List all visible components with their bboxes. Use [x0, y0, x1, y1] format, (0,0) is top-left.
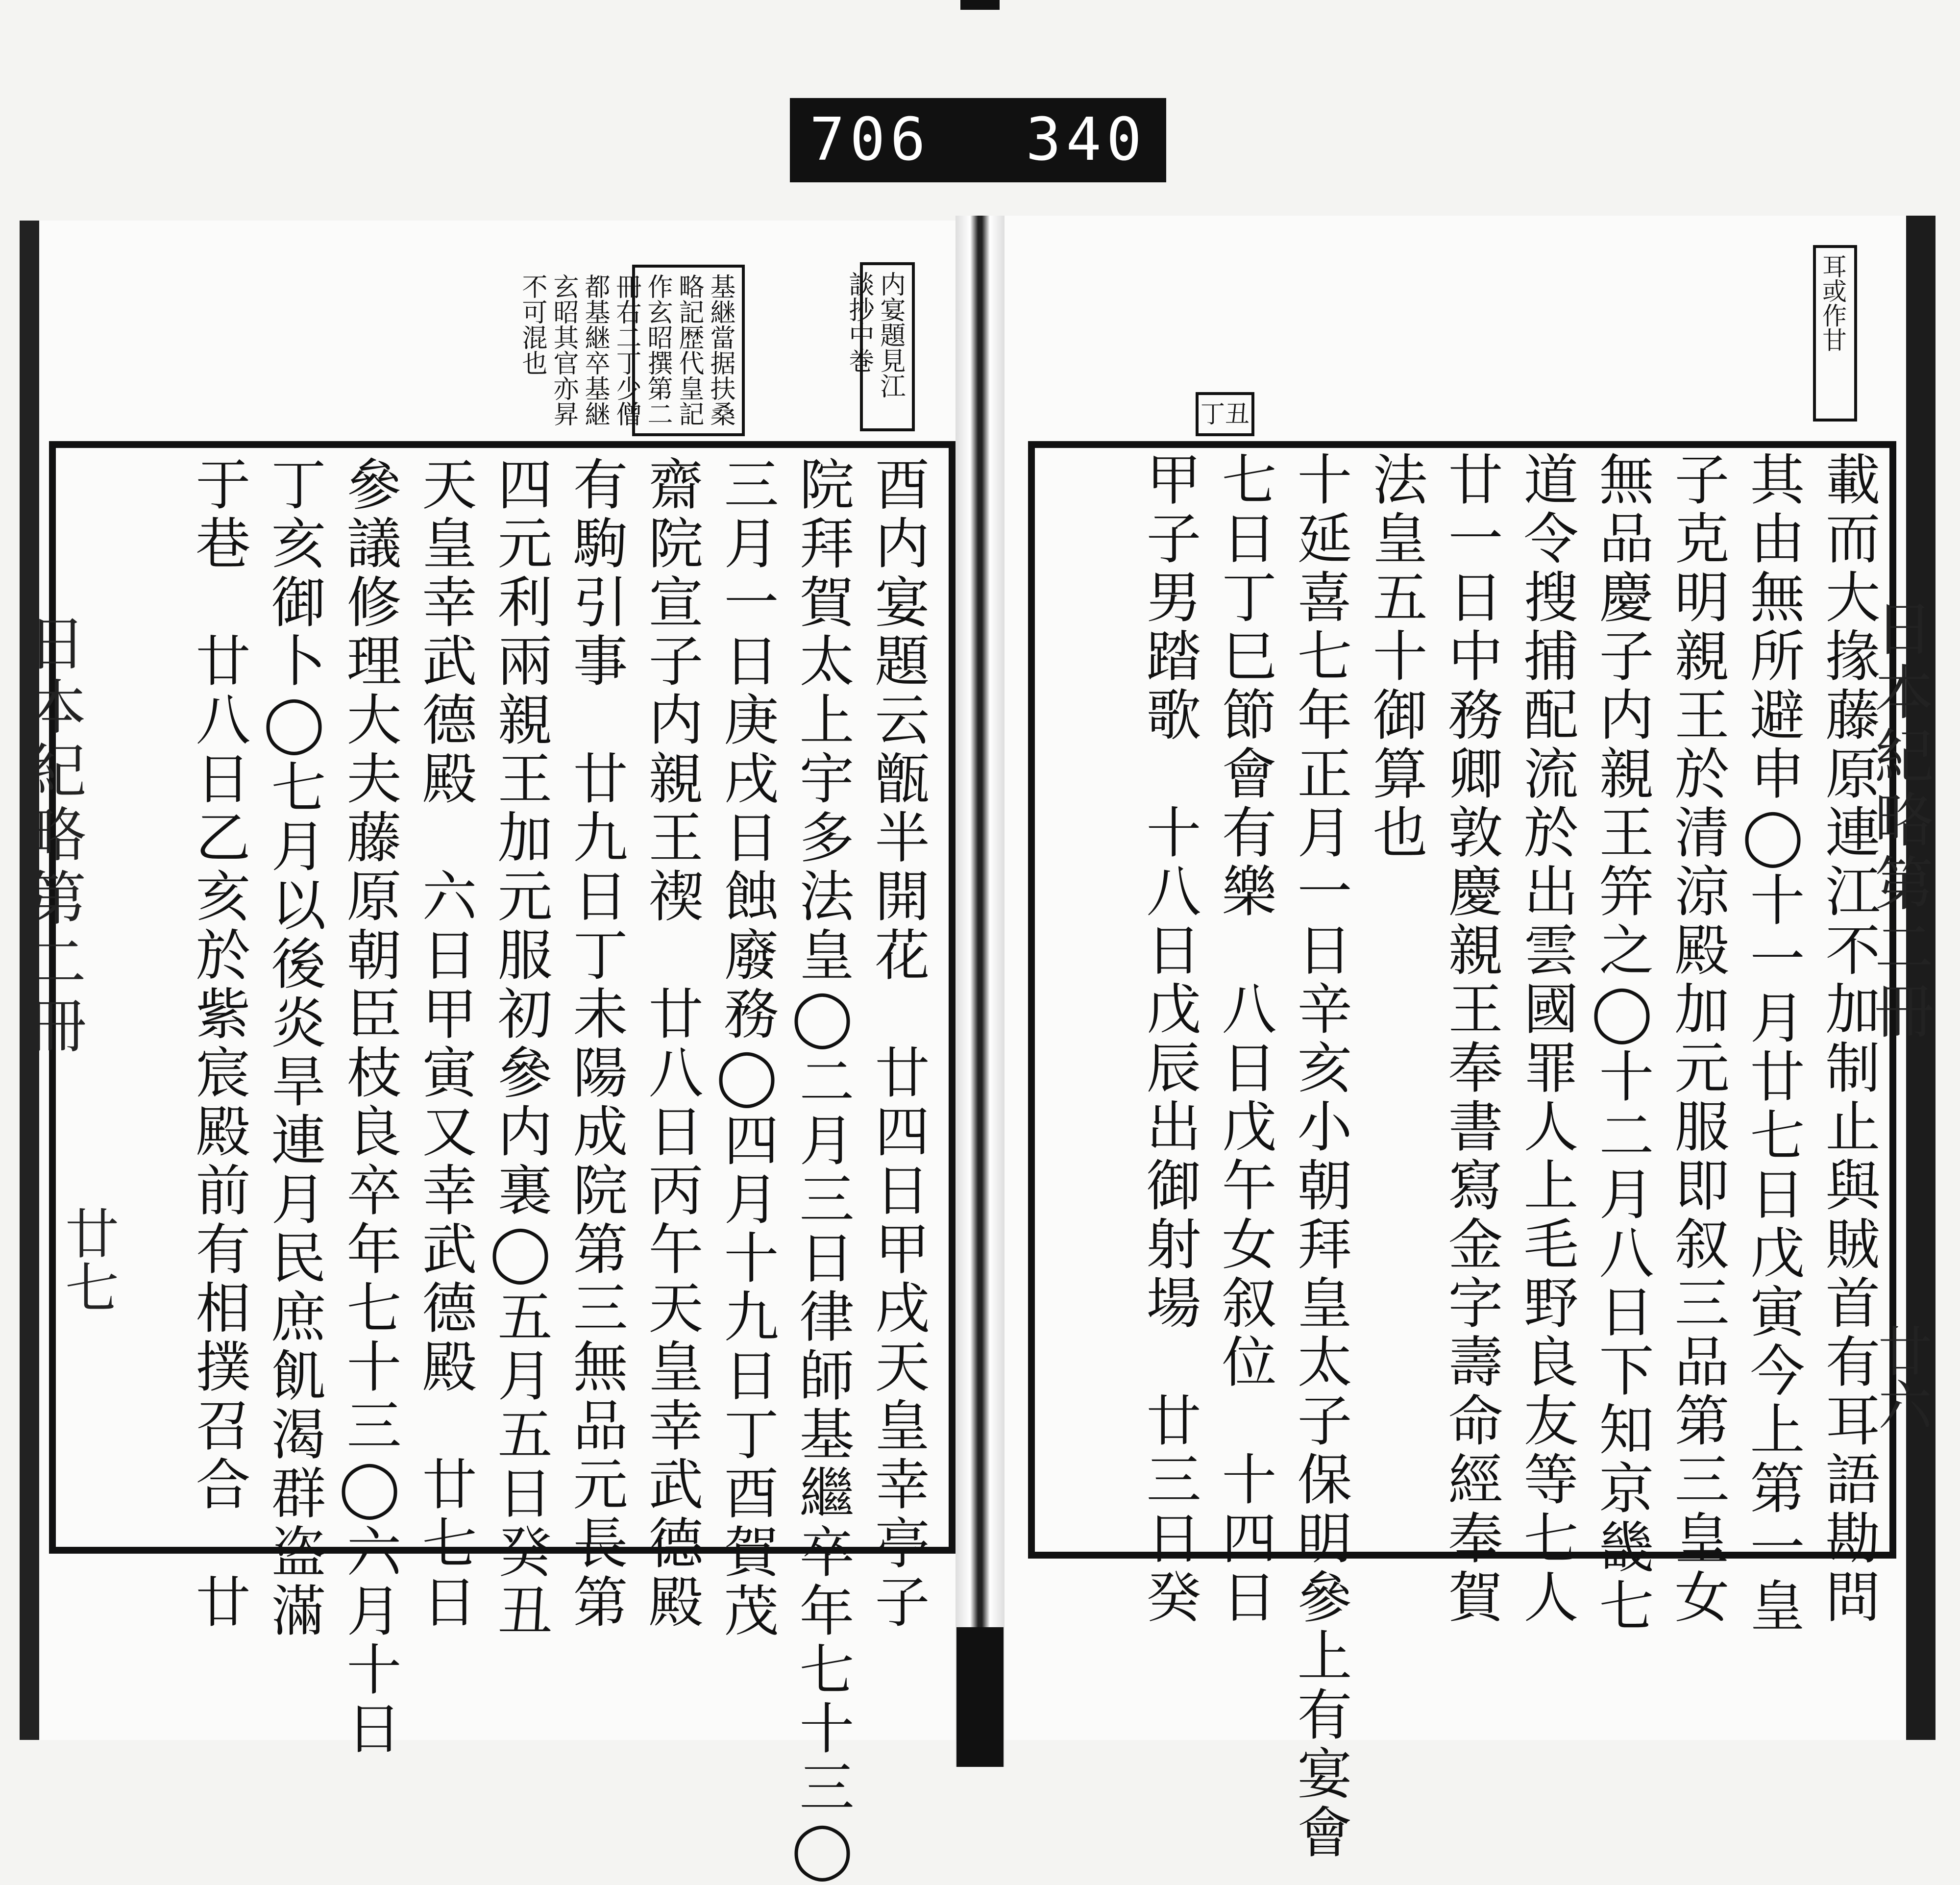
- text-column: 十延喜七年正月一日辛亥小朝拜皇太子保明參上有宴會: [1288, 451, 1352, 1862]
- frame-number-reel: 706: [809, 106, 931, 174]
- text-column: 載而大掾藤原連江不加制止與賊首有耳語勘問: [1816, 451, 1880, 1627]
- right-folio-number: 廿六: [1869, 1323, 1932, 1431]
- text-column: 天皇幸武德殿 六日甲寅又幸武德殿 廿七日: [413, 456, 477, 1632]
- text-column: 七日丁巳節會有樂 八日戊午女叙位 十四日: [1213, 451, 1276, 1627]
- right-text-columns: [1049, 451, 1882, 1862]
- text-column: 無品慶子内親王笄之◯十二月八日下知京畿七: [1590, 451, 1654, 1636]
- right-page-mark: 丁丑: [1196, 392, 1254, 436]
- left-margin-title: 日本紀略第二冊: [18, 613, 86, 1059]
- text-column: 四元利兩親王加元服初參内裏◯五月五日癸丑: [489, 456, 552, 1641]
- right-headnote: 耳或作甘: [1813, 245, 1857, 422]
- text-column: 齋院宣子内親王禊 廿八日丙午天皇幸武德殿: [639, 456, 703, 1632]
- frame-number-frame: 340: [1026, 106, 1147, 174]
- left-headnote-annotation: 基継當据扶桑略記歴代皇記作玄昭撰第二冊右二丁少僧都基継卒基継玄昭其官亦昇不可混也: [632, 265, 745, 436]
- left-folio-number: 廿七: [56, 1206, 119, 1314]
- text-column: 其由無所避申◯十一月廿七日戊寅今上第一皇: [1741, 451, 1805, 1636]
- text-column: 三月一日庚戌日蝕廢務◯四月十九日丁酉賀茂: [715, 456, 779, 1641]
- text-column: 有駒引事 廿九日丁未陽成院第三無品元長第: [564, 456, 628, 1632]
- text-column: 于巷 廿八日乙亥於紫宸殿前有相撲召合 廿: [187, 456, 250, 1632]
- left-headnote-source: 内宴題見江談抄中巻: [860, 262, 915, 431]
- text-column: 道令搜捕配流於出雲國罪人上毛野良友等七人: [1515, 451, 1578, 1627]
- text-column: 參議修理大夫藤原朝臣枝良卒年七十三◯六月十日: [338, 456, 401, 1759]
- book-spine: [956, 216, 1004, 1767]
- text-column: 丁亥御卜◯七月以後炎旱連月民庶飢渴群盗滿: [262, 456, 326, 1641]
- text-column: 廿一日中務卿敦慶親王奉書寫金字壽命經奉賀: [1439, 451, 1503, 1627]
- text-column: 院拜賀太上宇多法皇◯二月三日律師基繼卒年七十三◯: [790, 456, 854, 1885]
- right-margin-title: 日本紀略第二冊: [1865, 598, 1933, 1044]
- text-column: 甲子男踏歌 十八日戊辰出御射場 廿三日癸: [1137, 451, 1201, 1627]
- spine-shadow: [956, 1627, 1004, 1767]
- frame-number-label: [790, 98, 1166, 182]
- left-text-columns: [78, 456, 931, 1885]
- top-edge-mark: [960, 0, 1000, 10]
- text-column: 子克明親王於清涼殿加元服即叙三品第三皇女: [1666, 451, 1729, 1627]
- text-column: 酉内宴題云甑半開花 廿四日甲戌天皇幸亭子: [866, 456, 930, 1632]
- text-column: 法皇五十御算也: [1364, 451, 1427, 863]
